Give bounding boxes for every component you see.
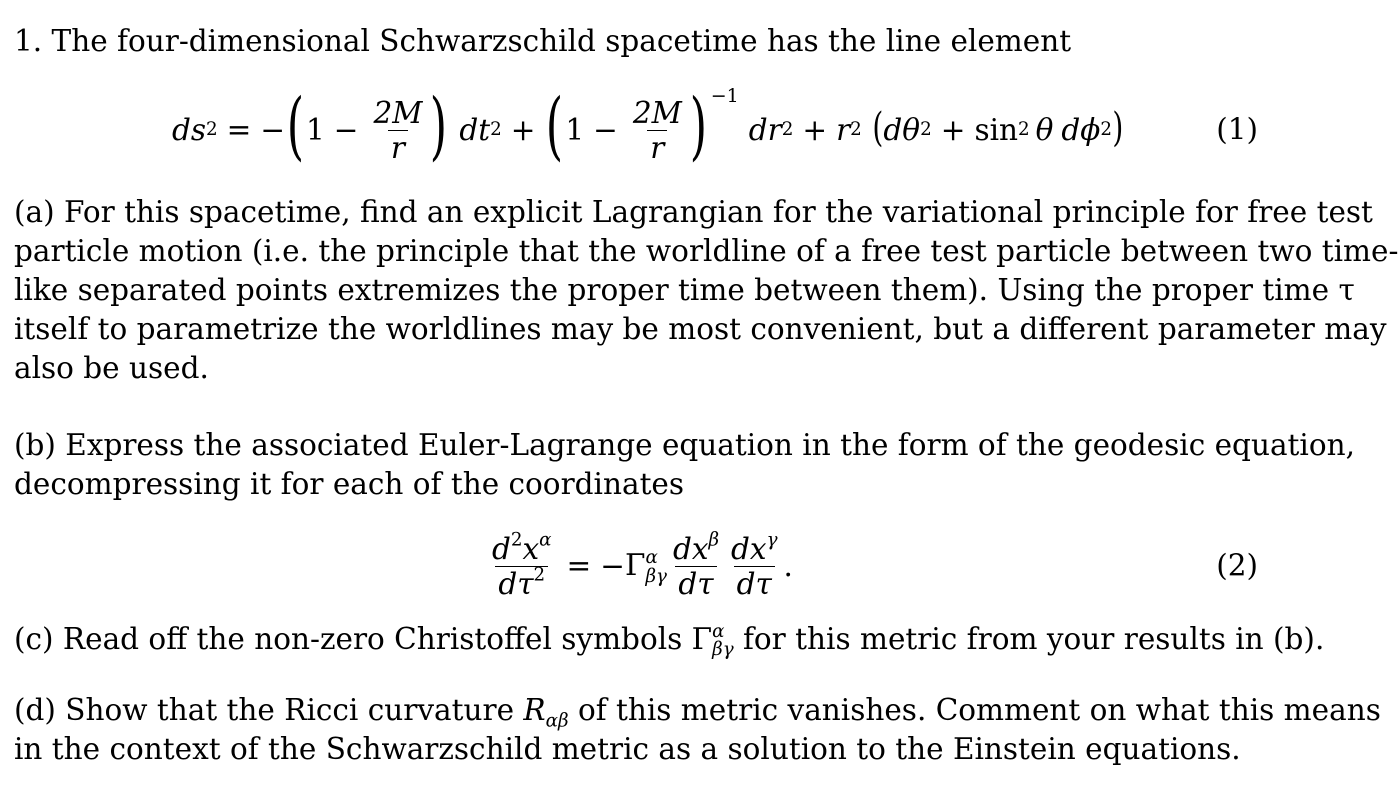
eq2-fraction-gamma: $\frac{dx^\gamma}{d\tau}$ bbox=[731, 528, 778, 601]
eq1-one-b: 1 bbox=[565, 112, 585, 147]
part-d-line-2: in the context of the Schwarzschild metric as a solution to the Einstein equations. bbox=[14, 732, 1241, 767]
problem-intro: 1. The four-dimensional Schwarzschild spacetime has the line element bbox=[14, 24, 1072, 58]
part-c-christoffel: Γ α βγ bbox=[691, 620, 734, 660]
part-a-line-4: itself to parametrize the worldlines may be most convenient, but a different parameter may bbox=[14, 312, 1387, 346]
equation-2-number: (2) bbox=[1216, 548, 1258, 583]
eq1-one-a: 1 bbox=[305, 112, 325, 147]
part-b-line-1: (b) Express the associated Euler-Lagrange equation in the form of the geodesic equation, bbox=[14, 428, 1355, 462]
equation-1-number: (1) bbox=[1216, 112, 1258, 147]
eq1-minus: − bbox=[260, 112, 286, 147]
eq1-sin: sin bbox=[974, 112, 1019, 147]
equation-1-body: ds 2 = − ( 1 − $\frac{2M}{r}$ ) dt 2 + ( 1 − $\frac{2M}{r}$ ) −1 dr 2 + r 2 ( dθ 2 + sin 2 θ dϕ 2 ) bbox=[172, 67, 1124, 193]
part-a bbox=[14, 193, 1398, 388]
eq1-dr: dr bbox=[748, 112, 782, 147]
equation-1 bbox=[14, 67, 1260, 193]
part-b-line-2: decompressing it for each of the coordinates bbox=[14, 467, 685, 501]
part-a-line-1: (a) For this spacetime, find an explicit Lagrangian for the variational principle for free test bbox=[14, 195, 1373, 229]
part-a-line-5: also be used. bbox=[14, 351, 209, 385]
part-a-line-3: like separated points extremizes the proper time between them). Using the proper time τ bbox=[14, 273, 1355, 307]
eq1-theta: θ bbox=[1035, 112, 1054, 147]
eq1-fraction-b: $\frac{2M}{r}$ bbox=[632, 95, 682, 165]
problem-page bbox=[14, 22, 1398, 769]
equation-2 bbox=[14, 512, 1260, 620]
eq1-dtheta: dθ bbox=[883, 112, 921, 147]
eq1-exponent: −1 bbox=[710, 84, 739, 107]
part-a-line-2: particle motion (i.e. the principle that the worldline of a free test particle between two time- bbox=[14, 234, 1398, 268]
eq1-r: r bbox=[836, 112, 851, 147]
part-c: (c) Read off the non-zero Christoffel symbols Γ α βγ for this metric from your results in (b). bbox=[14, 620, 1325, 660]
part-d bbox=[14, 691, 1381, 769]
equation-2-body: $\frac{d^2x^\alpha}{d\tau^2}$ = − Γ α βγ $\frac{dx^\beta}{d\tau}$ $\frac{dx^\gamma}{d\tau}$ . bbox=[486, 512, 793, 620]
eq2-christoffel: Γ α βγ bbox=[624, 546, 667, 587]
eq1-fraction-a: $\frac{2M}{r}$ bbox=[373, 95, 423, 165]
part-b bbox=[14, 426, 1355, 504]
eq2-lhs-fraction: $\frac{d^2x^\alpha}{d\tau^2}$ bbox=[492, 528, 552, 601]
part-d-ricci: $R_{\alpha\beta}$ bbox=[523, 693, 569, 732]
eq2-fraction-beta: $\frac{dx^\beta}{d\tau}$ bbox=[672, 528, 720, 601]
eq1-lhs: ds bbox=[172, 112, 207, 147]
eq1-dphi: dϕ bbox=[1061, 112, 1101, 147]
part-d-line-1: (d) Show that the Ricci curvature $R_{\alpha\beta}$ of this metric vanishes. Comment on what this means bbox=[14, 693, 1381, 732]
eq1-dt: dt bbox=[459, 112, 491, 147]
